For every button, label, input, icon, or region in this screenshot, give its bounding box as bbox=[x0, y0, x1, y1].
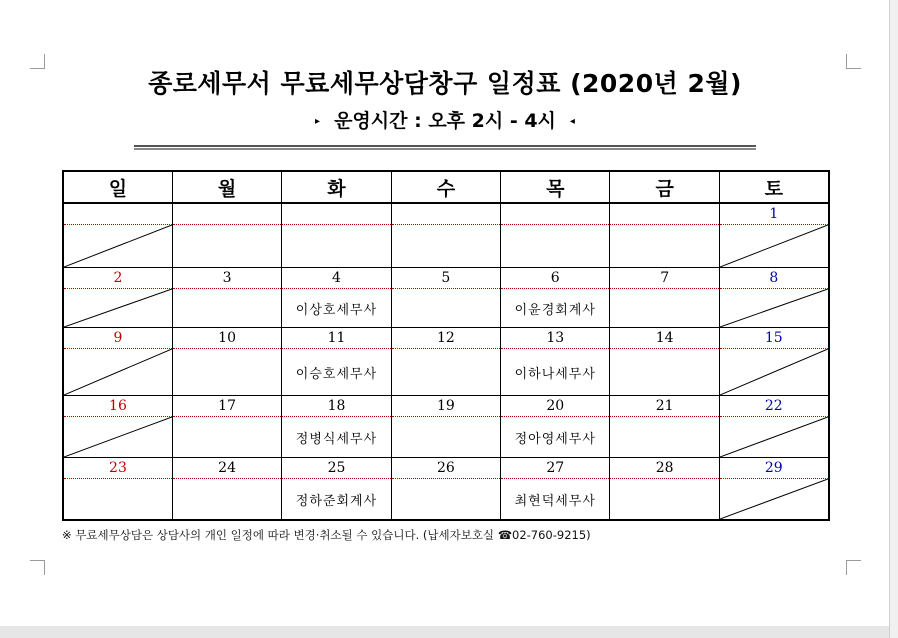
entry-row bbox=[63, 479, 829, 521]
consultant-cell bbox=[610, 479, 719, 521]
consultant-cell bbox=[391, 479, 500, 521]
date-number: 25 bbox=[282, 458, 391, 479]
title-rule bbox=[134, 145, 756, 147]
weekday-header: 화 bbox=[282, 171, 391, 203]
consultant-cell bbox=[282, 349, 391, 396]
consultant-cell bbox=[63, 289, 172, 328]
date-number: 28 bbox=[610, 458, 719, 479]
closed-day-slash bbox=[64, 417, 172, 457]
consultant-name: 이상호세무사 bbox=[295, 302, 378, 318]
entry-row bbox=[63, 417, 829, 458]
schedule-calendar bbox=[62, 170, 830, 521]
closed-day-slash bbox=[64, 289, 172, 327]
date-number bbox=[282, 203, 391, 225]
date-number: 21 bbox=[610, 396, 719, 417]
consultant-cell bbox=[172, 225, 281, 268]
margin-corner-top-left bbox=[30, 54, 45, 69]
date-number: 19 bbox=[391, 396, 500, 417]
consultant-cell bbox=[719, 479, 828, 521]
consultant-name: 이하나세무사 bbox=[514, 366, 596, 382]
date-number: 13 bbox=[501, 328, 610, 349]
consultant-name: 최현덕세무사 bbox=[514, 493, 596, 509]
consultant-name: 이윤경회계사 bbox=[514, 302, 596, 318]
date-number bbox=[172, 203, 281, 225]
window-scroll-edge bbox=[889, 0, 898, 638]
margin-corner-bottom-right bbox=[846, 560, 861, 575]
weekday-header: 일 bbox=[63, 171, 172, 203]
weekday-header: 목 bbox=[501, 171, 610, 203]
title-rule-secondary bbox=[134, 148, 756, 150]
weekday-header: 토 bbox=[719, 171, 828, 203]
entry-row bbox=[63, 349, 829, 396]
consultant-cell bbox=[172, 417, 281, 458]
margin-corner-bottom-left bbox=[30, 560, 45, 575]
consultant-cell bbox=[391, 225, 500, 268]
consultant-name: 정하준회계사 bbox=[295, 493, 378, 509]
date-number bbox=[610, 203, 719, 225]
operating-hours bbox=[62, 106, 828, 133]
date-number: 14 bbox=[610, 328, 719, 349]
date-row bbox=[63, 458, 829, 479]
closed-day-slash bbox=[720, 417, 828, 457]
margin-corner-top-right bbox=[846, 54, 861, 69]
consultant-cell bbox=[63, 417, 172, 458]
date-number: 26 bbox=[391, 458, 500, 479]
consultant-cell bbox=[391, 349, 500, 396]
consultant-cell bbox=[610, 225, 719, 268]
date-number: 1 bbox=[719, 203, 828, 225]
date-number: 16 bbox=[63, 396, 172, 417]
date-number: 15 bbox=[719, 328, 828, 349]
closed-day-slash bbox=[64, 349, 172, 395]
date-number: 5 bbox=[391, 268, 500, 289]
date-number: 24 bbox=[172, 458, 281, 479]
consultant-cell bbox=[282, 289, 391, 328]
closed-day-slash bbox=[64, 225, 172, 267]
left-triangle-icon: ◂ bbox=[569, 116, 575, 127]
right-triangle-icon: ▸ bbox=[315, 116, 321, 127]
weekday-header-row bbox=[63, 171, 829, 203]
date-number bbox=[391, 203, 500, 225]
date-number: 12 bbox=[391, 328, 500, 349]
consultant-cell bbox=[610, 349, 719, 396]
page-title: 종로세무서 무료세무상담창구 일정표 (2020년 2월) bbox=[148, 69, 742, 98]
closed-day-slash bbox=[720, 225, 828, 267]
date-row bbox=[63, 203, 829, 225]
footnote: ※ 무료세무상담은 상담사의 개인 일정에 따라 변경·취소될 수 있습니다. (납세자보호실 ☎02-760-9215) bbox=[62, 528, 591, 542]
consultant-cell bbox=[282, 225, 391, 268]
date-number: 9 bbox=[63, 328, 172, 349]
date-number: 4 bbox=[282, 268, 391, 289]
consultant-cell bbox=[719, 289, 828, 328]
date-number: 6 bbox=[501, 268, 610, 289]
consultant-cell bbox=[63, 225, 172, 268]
consultant-name: 이승호세무사 bbox=[295, 366, 378, 382]
date-number: 18 bbox=[282, 396, 391, 417]
date-number: 29 bbox=[719, 458, 828, 479]
date-row bbox=[63, 328, 829, 349]
date-number: 3 bbox=[172, 268, 281, 289]
date-number: 7 bbox=[610, 268, 719, 289]
consultant-cell bbox=[172, 289, 281, 328]
consultant-cell bbox=[501, 289, 610, 328]
consultant-cell bbox=[501, 417, 610, 458]
date-row bbox=[63, 396, 829, 417]
consultant-cell bbox=[501, 349, 610, 396]
weekday-header: 금 bbox=[610, 171, 719, 203]
date-number: 2 bbox=[63, 268, 172, 289]
consultant-cell bbox=[172, 349, 281, 396]
date-number: 8 bbox=[719, 268, 828, 289]
consultant-cell bbox=[282, 479, 391, 521]
date-number: 11 bbox=[282, 328, 391, 349]
consultant-cell bbox=[391, 417, 500, 458]
consultant-cell bbox=[63, 349, 172, 396]
date-number: 20 bbox=[501, 396, 610, 417]
consultant-cell bbox=[391, 289, 500, 328]
entry-row bbox=[63, 225, 829, 268]
window-bottom-edge bbox=[0, 626, 889, 638]
consultant-cell bbox=[719, 225, 828, 268]
consultant-cell bbox=[719, 349, 828, 396]
date-number: 22 bbox=[719, 396, 828, 417]
consultant-cell bbox=[282, 417, 391, 458]
weekday-header: 수 bbox=[391, 171, 500, 203]
closed-day-slash bbox=[720, 349, 828, 395]
consultant-cell bbox=[172, 479, 281, 521]
consultant-cell bbox=[501, 479, 610, 521]
date-number: 17 bbox=[172, 396, 281, 417]
consultant-name: 정아영세무사 bbox=[514, 431, 596, 447]
date-number: 10 bbox=[172, 328, 281, 349]
date-number: 27 bbox=[501, 458, 610, 479]
entry-row bbox=[63, 289, 829, 328]
closed-day-slash bbox=[720, 289, 828, 327]
consultant-cell bbox=[719, 417, 828, 458]
date-row bbox=[63, 268, 829, 289]
closed-day-slash bbox=[720, 479, 828, 519]
weekday-header: 월 bbox=[172, 171, 281, 203]
consultant-cell bbox=[63, 479, 172, 521]
operating-hours-text: 운영시간 : 오후 2시 - 4시 bbox=[334, 110, 556, 132]
date-number bbox=[501, 203, 610, 225]
consultant-cell bbox=[610, 289, 719, 328]
consultant-cell bbox=[501, 225, 610, 268]
date-number bbox=[63, 203, 172, 225]
date-number: 23 bbox=[63, 458, 172, 479]
consultant-name: 정병식세무사 bbox=[295, 431, 378, 447]
consultant-cell bbox=[610, 417, 719, 458]
